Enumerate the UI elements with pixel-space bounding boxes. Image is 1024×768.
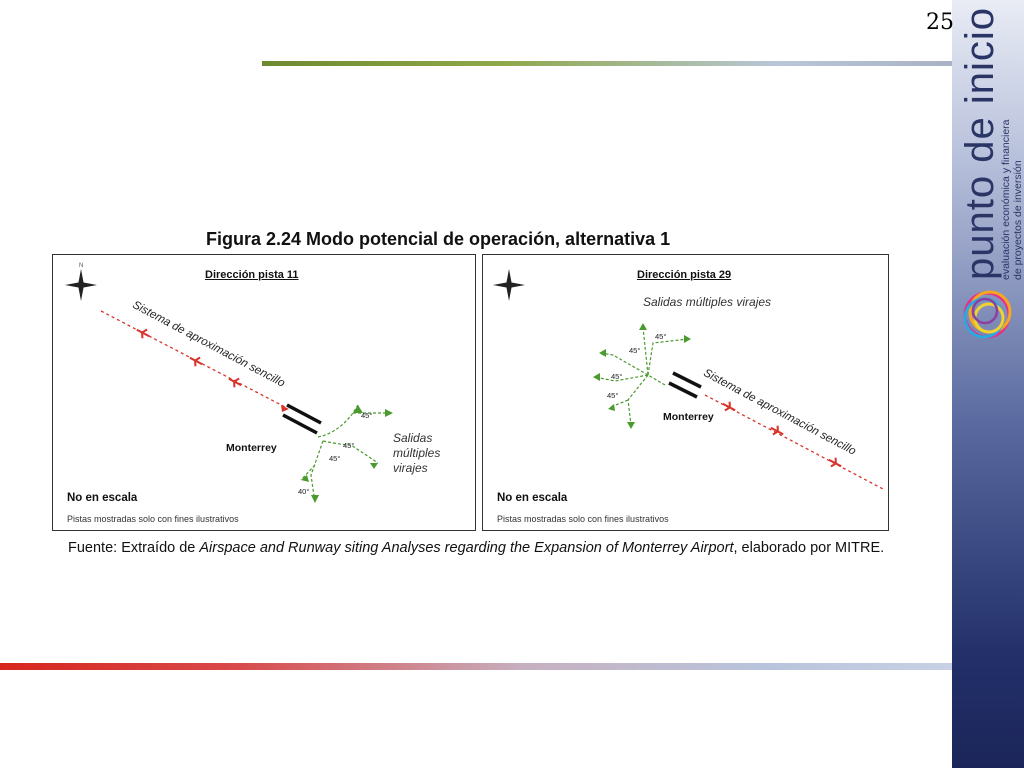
illustrative-note: Pistas mostradas solo con fines ilustrativos: [67, 514, 239, 524]
approach-plane-icon: [134, 325, 151, 340]
approach-plane-icon: [720, 399, 737, 414]
panel-runway-29: [482, 254, 889, 531]
compass-icon: [493, 269, 525, 301]
source-title: Airspace and Runway siting Analyses regarding the Expansion of Monterrey Airport: [199, 540, 734, 556]
exits-label: [393, 431, 440, 476]
compass-icon: [65, 263, 97, 301]
angle-label: 40°: [298, 487, 310, 496]
angle-label: 45°: [611, 372, 623, 381]
exits-line-2: múltiples: [393, 446, 441, 460]
brand-tagline-1: evaluación económica y financiera: [1000, 119, 1012, 280]
approach-plane-icon: [187, 353, 204, 368]
panel-runway-11: [52, 254, 476, 531]
approach-label: Sistema de aproximación sencillo: [130, 299, 287, 390]
brand-logo-icon: [954, 282, 1020, 348]
brand-tagline-2: de proyectos de inversión: [1012, 160, 1024, 280]
city-label: Monterrey: [226, 442, 277, 454]
angle-label: 45°: [629, 346, 641, 355]
panel-heading: Dirección pista 29: [637, 269, 732, 281]
angle-label: 45°: [655, 332, 667, 341]
angle-label: 45°: [361, 411, 373, 420]
runway-strip: [669, 383, 697, 397]
angle-label: 45°: [607, 391, 619, 400]
svg-text:N: N: [79, 263, 84, 269]
approach-label: Sistema de aproximación sencillo: [701, 367, 858, 458]
runway-strip: [673, 373, 701, 387]
figure-title: Figura 2.24 Modo potencial de operación, alternativa 1: [206, 229, 671, 249]
approach-plane-icon: [826, 455, 843, 470]
exits-line-1: Salidas: [393, 431, 433, 445]
exits-line-3: virajes: [393, 461, 428, 475]
panel-heading: Dirección pista 11: [205, 269, 299, 281]
angle-label: 45°: [329, 454, 341, 463]
scale-note: No en escala: [67, 492, 138, 504]
angle-label: 45°: [343, 441, 355, 450]
exits-label: Salidas múltiples virajes: [643, 295, 772, 309]
figure-source: [68, 538, 908, 558]
bottom-divider: [0, 663, 952, 670]
top-divider: [262, 61, 952, 66]
approach-plane-icon: [226, 374, 243, 389]
approach-plane-icon: [768, 423, 785, 438]
source-suffix: , elaborado por MITRE.: [733, 540, 885, 556]
city-label: Monterrey: [663, 411, 714, 423]
page-number: 25: [926, 10, 954, 35]
runway-11-diagram: [53, 255, 475, 530]
brand-name: punto de inicio: [958, 7, 1002, 280]
scale-note: No en escala: [497, 492, 568, 504]
source-prefix: Fuente: Extraído de: [68, 540, 200, 556]
illustrative-note: Pistas mostradas solo con fines ilustrativos: [497, 514, 669, 524]
